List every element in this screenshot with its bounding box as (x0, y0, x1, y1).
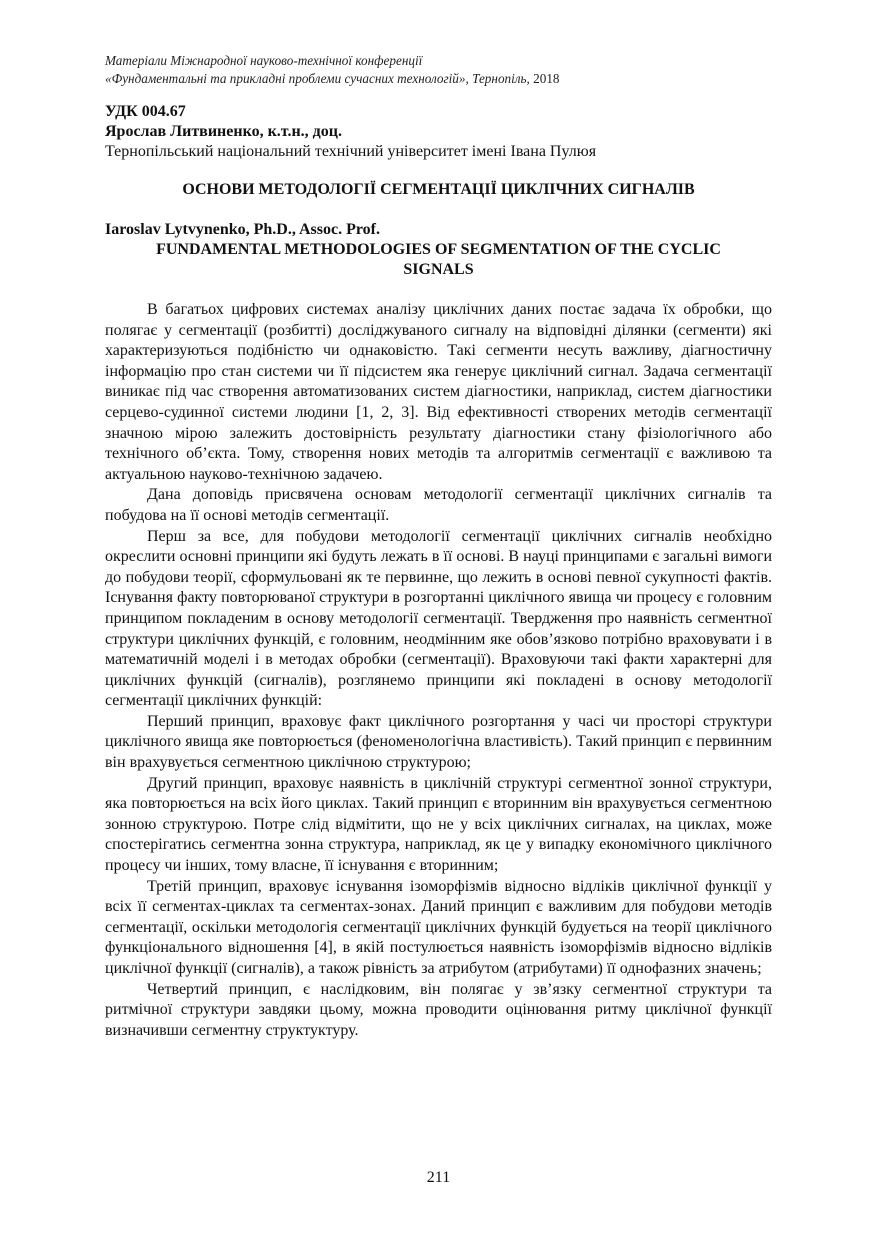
conference-name: «Фундаментальні та прикладні проблеми сучасних технологій», Тернопіль, (105, 71, 530, 86)
paragraph: Четвертий принцип, є наслідковим, він полягає у зв’язку сегментної структури та ритмічної структури завдяки цьому, можна проводити оцінювання ритму циклічної функції визначивши сегментну структуктуру. (105, 980, 772, 1039)
title-en (105, 240, 772, 280)
paragraph: Дана доповідь присвячена основам методології сегментації циклічних сигналів та побудова на її основі методів сегментації. (105, 486, 772, 524)
paper-page (105, 52, 772, 1041)
paragraph: Другий принцип, враховує наявність в циклічній структурі сегментної зонної структури, яка повторюється на всіх його циклах. Такий принцип є вторинним він врахувується сегментною зонною структурою. Потре слід відмітити, що не у всіх циклічних сигналах, на циклах, може спостерігатись сегментна зонна структура, наприклад, як це у випадку економічного циклічного процесу чи інших, тому власне, її існування є вторинним; (105, 774, 772, 875)
conference-header (105, 52, 772, 88)
author-en: Iaroslav Lytvynenko, Ph.D., Assoc. Prof. (105, 221, 380, 238)
title-ua: ОСНОВИ МЕТОДОЛОГІЇ СЕГМЕНТАЦІЇ ЦИКЛІЧНИХ СИГНАЛІВ (182, 181, 695, 198)
paragraph: В багатьох цифрових системах аналізу циклічних даних постає задача їх обробки, що полягає у сегментації (розбитті) досліджуваного сигналу на відповідні ділянки (сегменти) які характеризуються подібністю чи однаковістю. Такі сегменти несуть важливу, діагностичну інформацію про стан системи чи її підсистем яка генерує циклічний сигнал. Задача сегментації виникає під час створення автоматизованих систем діагностики, наприклад, систем діагностики серцево-судинної системи людини [1, 2, 3]. Від ефективності створених методів сегментації значною мірою залежить достовірність результату діагностики стану фізіологічного або технічного об’єкта. Тому, створення нових методів та алгоритмів сегментації є важливою та актуальною науково-технічною задачею. (105, 301, 772, 483)
title-en-line1: FUNDAMENTAL METHODOLOGIES OF SEGMENTATION OF THE CYCLIC (156, 241, 721, 258)
udk-code: УДК 004.67 (105, 103, 186, 120)
paragraph: Перш за все, для побудови методології сегментації циклічних сигналів необхідно окреслити основні принципи які будуть лежать в її основі. В науці принципами є загальні вимоги до побудови теорії, сформульовані як те первинне, що лежить в основі певної сукупності фактів. Існування факту повторюваної структури в розгортанні циклічного явища чи процесу є головним принципом покладеним в основу методології сегментації. Твердження про наявність сегментної структури циклічних функцій, є головним, неодмінним яке обов’язково потрібно враховувати і в математичній моделі і в методах обробки (сегментації). Враховуючи такі факти характерні для циклічних функцій (сигналів), розглянемо принципи які покладені в основу методології сегментації циклічних функцій: (105, 527, 772, 710)
paragraph: Третій принцип, враховує існування ізоморфізмів відносно відліків циклічної функції у всіх її сегментах-циклах та сегментах-зонах. Даний принцип є важливим для побудови методів сегментації, оскільки методологія сегментації циклічних функцій будується на теорії циклічного функціонального відношення [4], в якій постулюється наявність ізоморфізмів відносно відліків циклічної функції (сигналів), а також рівність за атрибутом (атрибутами) її однофазних значень; (105, 877, 772, 977)
page-number: 211 (426, 1169, 451, 1186)
body-text (105, 300, 772, 1041)
title-en-line2: SIGNALS (403, 261, 474, 278)
affiliation: Тернопільський національний технічний університет імені Івана Пулюя (105, 143, 597, 160)
conference-year: 2018 (533, 71, 560, 86)
paragraph: Перший принцип, враховує факт циклічного розгортання у часі чи просторі структури циклічного явища яке повторюється (феноменологічна властивість). Такий принцип є первинним він врахувується сегментною циклічною структурою; (105, 712, 772, 772)
conference-header-line2 (105, 70, 772, 88)
author-ua: Ярослав Литвиненко, к.т.н., доц. (105, 123, 342, 140)
conference-header-line1: Матеріали Міжнародної науково-технічної конференції (105, 53, 423, 68)
